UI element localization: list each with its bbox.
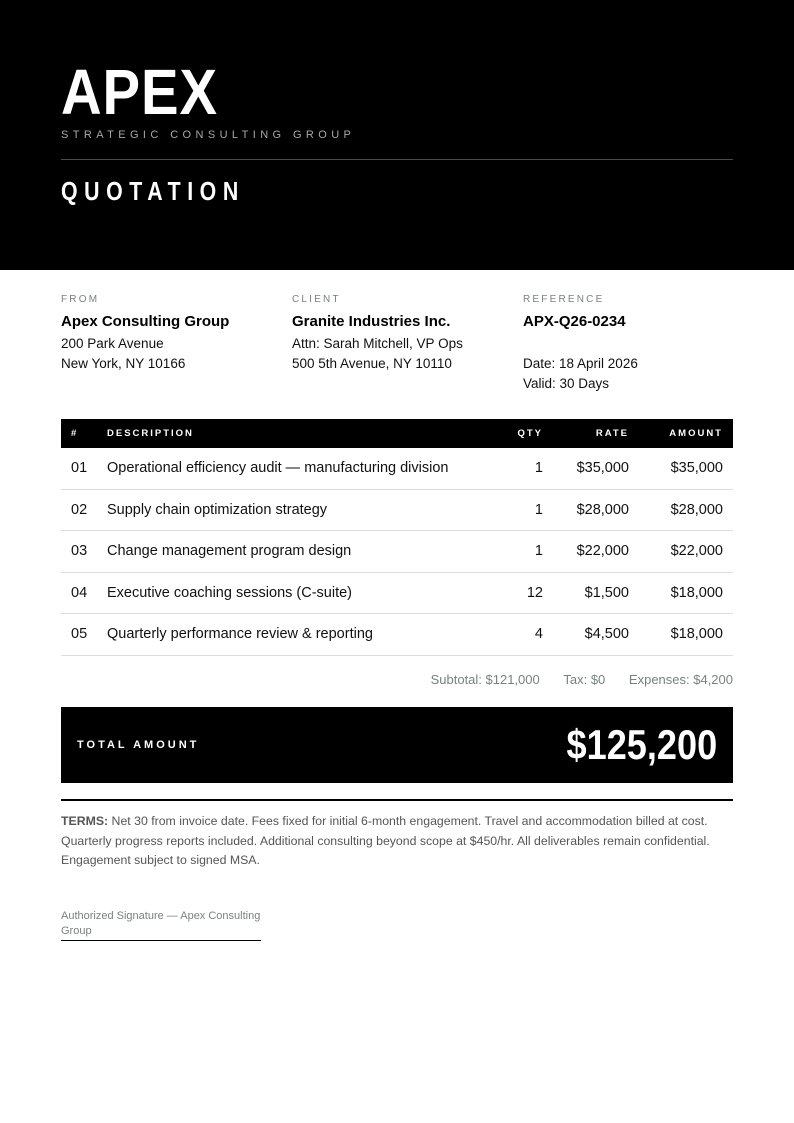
row-description: Quarterly performance review & reporting <box>107 626 373 642</box>
company-tagline: STRATEGIC CONSULTING GROUP <box>61 129 356 141</box>
row-description: Operational efficiency audit — manufacturing division <box>107 460 449 476</box>
total-bar <box>61 707 733 783</box>
header-banner <box>0 0 794 270</box>
client-name: Granite Industries Inc. <box>292 313 451 330</box>
row-amount: $22,000 <box>670 543 723 559</box>
document-title: QUOTATION <box>61 176 245 206</box>
row-description: Supply chain optimization strategy <box>107 501 328 518</box>
total-label: TOTAL AMOUNT <box>77 739 200 751</box>
from-address-line2: New York, NY 10166 <box>61 356 186 371</box>
row-qty: 1 <box>534 460 543 476</box>
line-items-table <box>61 419 733 656</box>
header-qty: QTY <box>517 428 543 439</box>
terms-text: Net 30 from invoice date. Fees fixed for initial 6-month engagement. Travel and accommodation billed at cost. Quarterly progress reports included. Additional consulting beyond scope at $450/hr. All deliverables remain confidential. Engagement subject to signed MSA. <box>61 814 710 867</box>
client-address: 500 5th Avenue, NY 10110 <box>292 356 452 371</box>
terms-divider <box>61 799 733 801</box>
from-label: FROM <box>61 294 100 305</box>
row-rate: $28,000 <box>576 501 629 518</box>
subtotal: Subtotal: $121,000 <box>430 672 540 687</box>
row-description: Change management program design <box>107 543 352 559</box>
row-description: Executive coaching sessions (C-suite) <box>107 584 352 601</box>
from-name: Apex Consulting Group <box>61 313 230 330</box>
table-row <box>61 448 733 490</box>
table-row <box>61 573 733 615</box>
row-amount: $35,000 <box>670 460 723 476</box>
row-rate: $4,500 <box>584 626 629 642</box>
row-amount: $18,000 <box>670 584 723 601</box>
signature-line: Authorized Signature — Apex Consulting Group <box>61 909 261 941</box>
summary-line <box>411 672 733 687</box>
client-attn: Attn: Sarah Mitchell, VP Ops <box>292 336 463 351</box>
client-block <box>292 294 512 374</box>
row-num: 03 <box>71 543 88 559</box>
row-num: 02 <box>71 501 88 518</box>
expenses: Expenses: $4,200 <box>628 672 733 687</box>
reference-block <box>523 294 733 394</box>
header-divider <box>61 159 733 160</box>
row-qty: 4 <box>534 626 543 642</box>
terms-block <box>61 812 733 871</box>
quote-validity: Valid: 30 Days <box>523 376 610 391</box>
row-rate: $35,000 <box>576 460 629 476</box>
reference-number: APX-Q26-0234 <box>523 313 626 330</box>
header-rate: RATE <box>595 428 629 439</box>
row-rate: $22,000 <box>576 543 629 559</box>
from-block <box>61 294 281 374</box>
table-row <box>61 490 733 532</box>
row-qty: 1 <box>534 501 543 518</box>
client-label: CLIENT <box>292 294 341 305</box>
row-num: 05 <box>71 626 88 642</box>
total-value: $125,200 <box>566 721 717 768</box>
row-num: 01 <box>71 460 88 476</box>
terms-label: TERMS: <box>61 814 109 828</box>
row-qty: 1 <box>534 543 543 559</box>
table-row <box>61 614 733 656</box>
from-address-line1: 200 Park Avenue <box>61 336 164 351</box>
quote-date: Date: 18 April 2026 <box>523 356 638 371</box>
header-description: DESCRIPTION <box>107 428 194 439</box>
row-num: 04 <box>71 584 88 601</box>
company-logo: APEX <box>61 56 218 128</box>
table-header <box>61 419 733 448</box>
row-qty: 12 <box>526 584 543 601</box>
header-amount: AMOUNT <box>669 428 723 439</box>
table-row <box>61 531 733 573</box>
header-num: # <box>71 428 79 439</box>
row-rate: $1,500 <box>584 584 629 601</box>
row-amount: $28,000 <box>670 501 723 518</box>
tax: Tax: $0 <box>563 672 606 687</box>
reference-label: REFERENCE <box>523 294 605 305</box>
row-amount: $18,000 <box>670 626 723 642</box>
